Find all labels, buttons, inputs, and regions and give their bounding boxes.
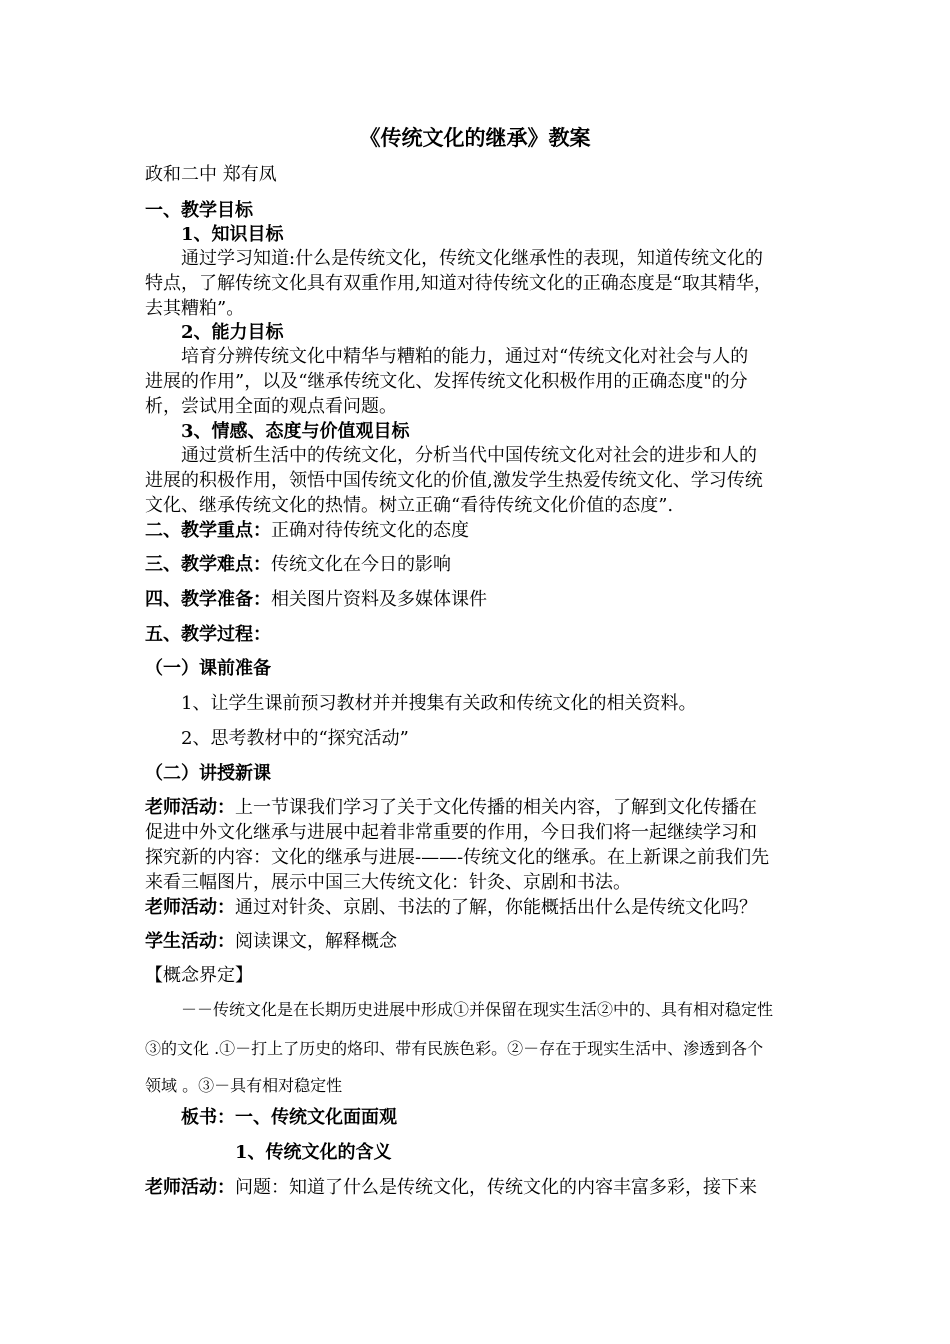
- subheading-ability: 2、能力目标: [181, 322, 284, 343]
- board-subheading: 1、传统文化的含义: [235, 1142, 392, 1163]
- paragraph-line: 通过学习知道:什么是传统文化，传统文化继承性的表现，知道传统文化的: [181, 248, 764, 269]
- difficulty-label: 三、教学难点：: [145, 554, 271, 575]
- concept-heading: 【概念界定】: [145, 965, 253, 986]
- teacher-activity-line: [145, 896, 757, 920]
- subheading-values: 3、情感、态度与价值观目标: [181, 421, 410, 442]
- preparation-label: 四、教学准备：: [145, 589, 271, 610]
- key-point-line: [145, 519, 469, 543]
- subheading-new-lesson: （二）讲授新课: [145, 763, 271, 784]
- list-item: 1、让学生课前预习教材并并搜集有关政和传统文化的相关资料。: [181, 693, 697, 714]
- key-point-text: 正确对待传统文化的态度: [271, 520, 469, 541]
- difficulty-text: 传统文化在今日的影响: [271, 554, 451, 575]
- board-heading: 板书：一、传统文化面面观: [181, 1107, 397, 1128]
- paragraph-line: 特点，了解传统文化具有双重作用,知道对待传统文化的正确态度是“取其精华，: [145, 273, 772, 294]
- teacher-activity-label: 老师活动：: [145, 797, 235, 818]
- author-line: 政和二中 郑有凤: [145, 164, 277, 185]
- paragraph-line: 来看三幅图片，展示中国三大传统文化：针灸、京剧和书法。: [145, 872, 631, 893]
- subheading-preclass: （一）课前准备: [145, 658, 271, 679]
- key-point-label: 二、教学重点：: [145, 520, 271, 541]
- preparation-text: 相关图片资料及多媒体课件: [271, 589, 487, 610]
- paragraph-line: 析，尝试用全面的观点看问题。: [145, 396, 397, 417]
- list-item: 2、思考教材中的“探究活动”: [181, 728, 409, 749]
- paragraph-line: 文化、继承传统文化的热情。树立正确“看待传统文化价值的态度”.: [145, 495, 674, 516]
- teacher-activity-label: 老师活动：: [145, 897, 235, 918]
- student-activity-line: [145, 930, 397, 954]
- teacher-activity-line: [145, 796, 757, 820]
- student-activity-label: 学生活动：: [145, 931, 235, 952]
- section-heading-goals: 一、教学目标: [145, 200, 253, 221]
- section-heading-process: 五、教学过程：: [145, 624, 271, 645]
- subheading-knowledge: 1、知识目标: [181, 224, 284, 245]
- teacher-activity-line: [145, 1176, 757, 1200]
- document-title: 《传统文化的继承》教案: [359, 125, 591, 150]
- concept-line: ③的文化 .①－打上了历史的烙印、带有民族色彩。②－存在于现实生活中、渗透到各个: [145, 1039, 764, 1058]
- concept-line: －－传统文化是在长期历史进展中形成①并保留在现实生活②中的、具有相对稳定性: [181, 1000, 774, 1019]
- teacher-activity-text: 通过对针灸、京剧、书法的了解，你能概括出什么是传统文化吗？: [235, 897, 757, 918]
- paragraph-line: 进展的作用”，以及“继承传统文化、发挥传统文化积极作用的正确态度"的分: [145, 371, 748, 392]
- preparation-line: [145, 588, 487, 612]
- teacher-activity-text: 上一节课我们学习了关于文化传播的相关内容，了解到文化传播在: [235, 797, 757, 818]
- paragraph-line: 通过赏析生活中的传统文化，分析当代中国传统文化对社会的进步和人的: [181, 445, 757, 466]
- paragraph-line: 去其糟粕”。: [145, 298, 245, 319]
- teacher-activity-text: 问题：知道了什么是传统文化，传统文化的内容丰富多彩，接下来: [235, 1177, 757, 1198]
- paragraph-line: 探究新的内容：文化的继承与进展-——-传统文化的继承。在上新课之前我们先: [145, 847, 770, 868]
- concept-line: 领域 。③－具有相对稳定性: [145, 1076, 343, 1095]
- paragraph-line: 培育分辨传统文化中精华与糟粕的能力，通过对“传统文化对社会与人的: [181, 346, 749, 367]
- paragraph-line: 促进中外文化继承与进展中起着非常重要的作用，今日我们将一起继续学习和: [145, 822, 757, 843]
- paragraph-line: 进展的积极作用，领悟中国传统文化的价值,激发学生热爱传统文化、学习传统: [145, 470, 763, 491]
- difficulty-line: [145, 553, 451, 577]
- student-activity-text: 阅读课文，解释概念: [235, 931, 397, 952]
- teacher-activity-label: 老师活动：: [145, 1177, 235, 1198]
